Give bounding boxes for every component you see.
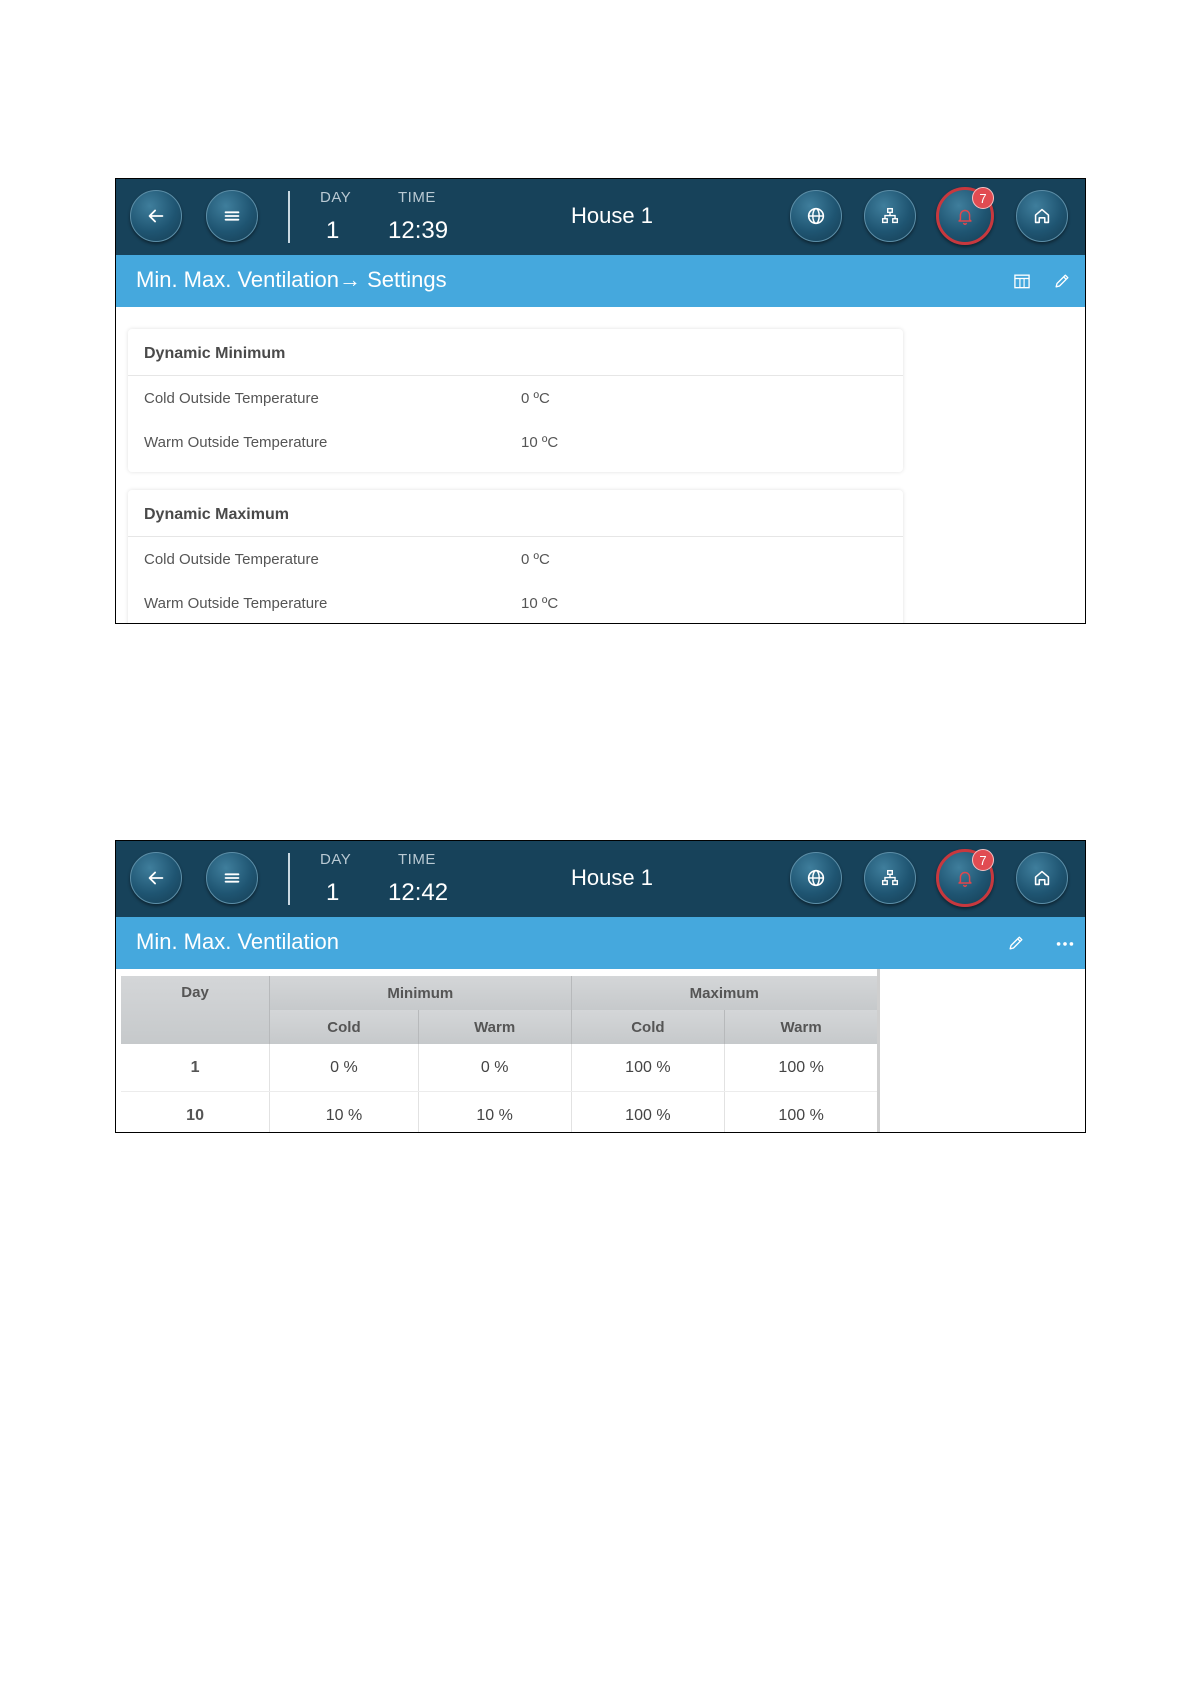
header-divider	[288, 853, 290, 905]
time-value: 12:42	[388, 879, 449, 906]
menu-button[interactable]	[206, 190, 258, 242]
home-icon	[1031, 867, 1053, 889]
edit-button[interactable]	[1004, 931, 1028, 955]
house-name: House 1	[571, 203, 653, 228]
home-button[interactable]	[1016, 852, 1068, 904]
table-cell: 10 %	[418, 1092, 571, 1134]
table-cell: 100 %	[725, 1044, 878, 1092]
setting-value: 10 ºC	[521, 434, 559, 451]
globe-icon	[805, 205, 827, 227]
arrow-left-icon	[145, 205, 167, 227]
max-cold-header: Cold	[571, 1010, 725, 1044]
title-bar	[116, 255, 1085, 307]
table-cell: 0 %	[418, 1044, 571, 1092]
setting-row[interactable]	[128, 376, 903, 420]
table-cell: 100 %	[571, 1044, 725, 1092]
table-view-button[interactable]	[1010, 269, 1034, 293]
pencil-icon	[1006, 933, 1026, 953]
title-bar	[116, 917, 1085, 969]
setting-value: 0 ºC	[521, 390, 550, 407]
more-options-button[interactable]	[1053, 931, 1077, 955]
top-bar	[116, 179, 1085, 255]
setting-label: Cold Outside Temperature	[144, 551, 319, 568]
day-column-header: Day	[121, 976, 270, 1044]
arrow-left-icon	[145, 867, 167, 889]
min-cold-header: Cold	[270, 1010, 419, 1044]
setting-row[interactable]	[128, 537, 903, 581]
ventilation-table	[121, 976, 878, 1133]
table-row[interactable]	[121, 1092, 878, 1134]
day-label: DAY	[320, 189, 352, 206]
day-value: 1	[326, 217, 340, 244]
card-heading: Dynamic Minimum	[128, 329, 903, 376]
bell-icon	[954, 205, 976, 227]
time-label: TIME	[398, 851, 436, 868]
time-value: 12:39	[388, 217, 449, 244]
table-cell: 100 %	[571, 1092, 725, 1134]
day-label: DAY	[320, 851, 352, 868]
home-icon	[1031, 205, 1053, 227]
globe-button[interactable]	[790, 190, 842, 242]
dynamic-minimum-card	[128, 329, 903, 472]
more-options-icon	[1054, 932, 1076, 954]
table-scrollbar[interactable]	[877, 969, 880, 1133]
hamburger-menu-icon	[221, 867, 243, 889]
back-button[interactable]	[130, 190, 182, 242]
top-bar	[116, 841, 1085, 917]
globe-icon	[805, 867, 827, 889]
table-cell: 100 %	[725, 1092, 878, 1134]
page-title: Min. Max. Ventilation→ Settings	[136, 267, 447, 292]
max-warm-header: Warm	[725, 1010, 878, 1044]
menu-button[interactable]	[206, 852, 258, 904]
minimum-group-header: Minimum	[270, 976, 571, 1010]
day-cell: 1	[121, 1044, 270, 1092]
dynamic-maximum-card	[128, 490, 903, 624]
table-row[interactable]	[121, 1044, 878, 1092]
home-button[interactable]	[1016, 190, 1068, 242]
header-divider	[288, 191, 290, 243]
setting-value: 0 ºC	[521, 551, 550, 568]
alarm-count-badge: 7	[972, 187, 994, 209]
day-cell: 10	[121, 1092, 270, 1134]
setting-label: Cold Outside Temperature	[144, 390, 319, 407]
setting-row[interactable]	[128, 420, 903, 464]
settings-screen	[115, 178, 1086, 624]
setting-label: Warm Outside Temperature	[144, 595, 328, 612]
day-value: 1	[326, 879, 340, 906]
edit-button[interactable]	[1050, 269, 1074, 293]
network-icon	[879, 205, 901, 227]
table-cell: 0 %	[270, 1044, 419, 1092]
setting-value: 10 ºC	[521, 595, 559, 612]
table-view-icon	[1012, 271, 1032, 291]
table-screen	[115, 840, 1086, 1133]
card-heading: Dynamic Maximum	[128, 490, 903, 537]
network-button[interactable]	[864, 852, 916, 904]
table-cell: 10 %	[270, 1092, 419, 1134]
bell-icon	[954, 867, 976, 889]
setting-label: Warm Outside Temperature	[144, 434, 328, 451]
alarm-count-badge: 7	[972, 849, 994, 871]
back-button[interactable]	[130, 852, 182, 904]
maximum-group-header: Maximum	[571, 976, 878, 1010]
globe-button[interactable]	[790, 852, 842, 904]
house-name: House 1	[571, 865, 653, 890]
time-label: TIME	[398, 189, 436, 206]
min-warm-header: Warm	[418, 1010, 571, 1044]
network-button[interactable]	[864, 190, 916, 242]
pencil-icon	[1052, 271, 1072, 291]
network-icon	[879, 867, 901, 889]
page-title: Min. Max. Ventilation	[136, 929, 339, 954]
hamburger-menu-icon	[221, 205, 243, 227]
setting-row[interactable]	[128, 581, 903, 624]
